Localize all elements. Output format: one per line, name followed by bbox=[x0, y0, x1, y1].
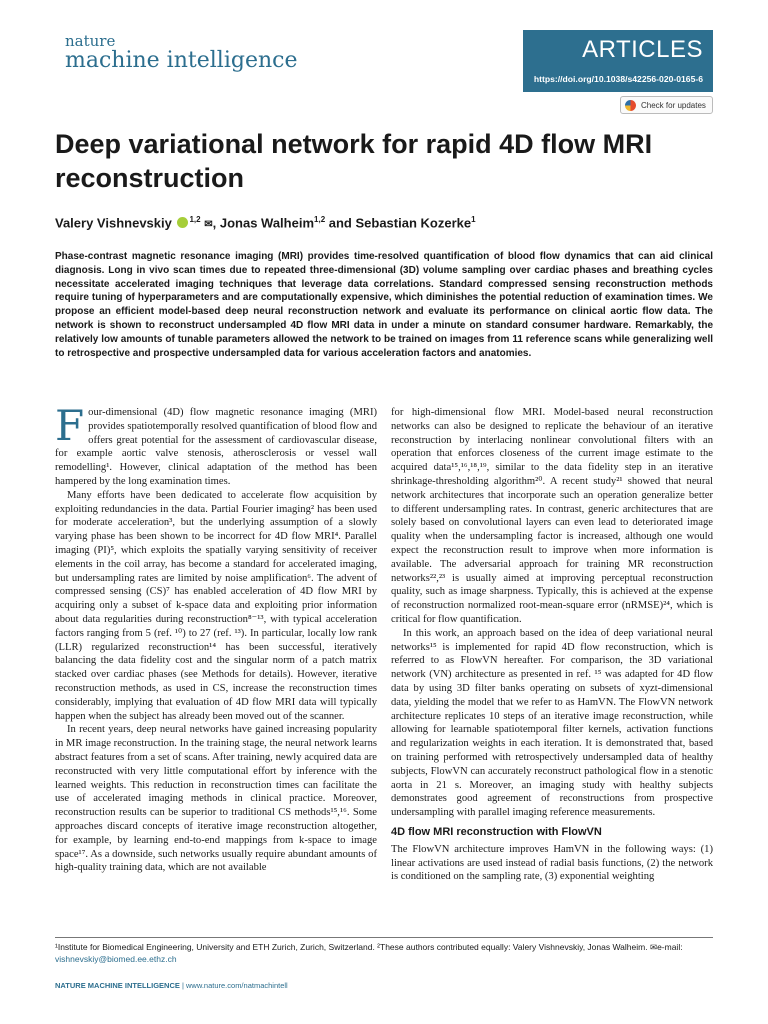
journal-logo-line1: nature bbox=[65, 32, 116, 50]
author-separator: and bbox=[325, 215, 356, 231]
check-updates-label: Check for updates bbox=[641, 100, 706, 110]
body-paragraph: In recent years, deep neural networks have gained increasing popularity in MR image reconstruction. In the training stage, the neural network learns abstract features from a set of scans. After training, newly acquired data are reconstructed with very little computational effort by inference with the learned weights. This reduction in reconstruction times can facilitate the use of accelerated imaging methods in clinical practice. Moreover, reconstruction results can be superior to traditional CS methods¹⁵,¹⁶. Some approaches discard concepts of iterative image reconstruction altogether, for example, by learning end-to-end mappings from k-space to image space¹⁷. As a downside, such networks usually require abundant amounts of high-quality training data, which are not available bbox=[55, 724, 377, 874]
body-paragraph bbox=[55, 401, 377, 489]
body-paragraph: The FlowVN architecture improves HamVN in the following ways: (1) linear activations are used instead of radial basis functions, (2) the network is conditioned on the sampling rate, (3) exponential weighting bbox=[391, 843, 713, 883]
mail-icon[interactable]: ✉ bbox=[204, 219, 213, 231]
journal-header bbox=[55, 22, 713, 88]
crossmark-icon bbox=[625, 100, 636, 111]
body-paragraph: for high-dimensional flow MRI. Model-based neural reconstruction networks can also be designed to replicate the behaviour of an iterative reconstruction by interlacing nonlinear convolutional filters with an operation that enforces closeness of the current image estimate to the acquired data¹⁵,¹⁶,¹⁸,¹⁹, similar to the data fidelity step in an iterative shrinkage-thresholding algorithm²⁰. A recent study²¹ showed that neural network architectures that incorporate such an operation generalize better to different undersampling rates. In contrast, generic architectures that are solely based on convolutional layers can even lead to deteriorated image quality when the undersampling factor is increased, although one would expect the reconstruction result to improve when more information is available. The adversarial approach for training MR reconstruction networks²²,²³ is usually aimed at improving perceptual reconstruction quality, such as image sharpness. Typically, this is achieved at the expense of reconstruction normalized root-mean-square error (nRMSE)²⁴, which is critical for flow quantification. bbox=[391, 407, 713, 625]
section-banner bbox=[523, 30, 713, 92]
author-affiliation: 1,2 bbox=[189, 215, 201, 224]
body-paragraph: In this work, an approach based on the idea of deep variational neural networks¹⁵ is implemented for rapid 4D flow reconstruction, which is referred to as FlowVN hereafter. For comparison, the 3D variational network (VN) architecture as presented in ref. ¹⁵ was adapted for 4D flow data by using 3D filter banks operating on subsets of xyzt-dimensional data, yielding the model that we refer to as HamVN. The FlowVN network architecture replicates 10 steps of an iterative image reconstruction, while allowing for learnable spatiotemporal filter kernels, activation functions and regularization weights in each iteration. It is demonstrated that, based on training performed with retrospectively undersampled data of healthy subjects, FlowVN can accurately reconstruct pathological flow in a stenotic aorta in 21 s. Moreover, an imaging study with healthy subjects demonstrates good agreement of reconstructions from prospective undersampling with parallel imaging reference measurements. bbox=[391, 627, 713, 819]
footer-journal: NATURE MACHINE INTELLIGENCE bbox=[55, 981, 180, 990]
author-affiliation: 1,2 bbox=[314, 215, 326, 224]
section-label: ARTICLES bbox=[582, 36, 703, 63]
dropcap: F bbox=[55, 401, 85, 450]
check-updates-button[interactable] bbox=[620, 96, 713, 114]
journal-logo-line2: machine intelligence bbox=[65, 48, 298, 73]
author-name[interactable]: Valery Vishnevskiy bbox=[55, 215, 172, 231]
footer-separator: | bbox=[179, 981, 186, 990]
author-affiliation: 1 bbox=[471, 215, 476, 224]
article-title: Deep variational network for rapid 4D flow MRI reconstruction bbox=[55, 129, 653, 193]
journal-logo[interactable] bbox=[65, 34, 297, 72]
author-list bbox=[55, 215, 715, 230]
author-name[interactable]: Sebastian Kozerke bbox=[355, 215, 472, 231]
affiliations-footnote bbox=[55, 941, 713, 965]
body-text: our-dimensional (4D) flow magnetic resonance imaging (MRI) provides spatiotemporally resolved quantification of blood flow and offers great potential for the assessment of cardiovascular disease, for example aortic valve stenosis, atherosclerosis or vessel wall remodelling¹. However, clinical adaptation of the method has been hampered by the long examination times. bbox=[55, 407, 377, 487]
body-column-right bbox=[391, 406, 713, 884]
abstract: Phase-contrast magnetic resonance imaging (MRI) provides time-resolved quantification of blood flow dynamics that can aid clinical diagnosis. Long in vivo scan times due to repeated three-dimensional (3D) volume sampling over cardiac phases and breathing cycles necessitate accelerated imaging techniques that leverage data correlations. Standard compressed sensing reconstruction methods require tuning of hyperparameters and are computationally expensive, which diminishes the potential reduction of examination times. We propose an efficient model-based deep neural reconstruction network and evaluate its performance on clinical aortic flow data. The network is shown to reconstruct undersampled 4D flow MRI data in under a minute on standard consumer hardware. Remarkably, the relatively low amounts of tunable parameters allowed the network to be trained on images from 11 reference scans while generalizing well to retrospective and prospective undersampled data for various acceleration factors and anatomies. bbox=[55, 251, 713, 359]
footer-url[interactable]: www.nature.com/natmachintell bbox=[186, 981, 288, 990]
author-name[interactable]: Jonas Walheim bbox=[219, 215, 315, 231]
body-paragraph: Many efforts have been dedicated to accelerate flow acquisition by exploiting redundancies in the data. Partial Fourier imaging² has been used for moderate acceleration³, but the underlying assumption of a slowly varying phase has been shown to be incorrect for 4D flow MRI⁴. Parallel imaging (PI)⁵, which exploits the spatially varying sensitivity of receiver elements in the coil array, has become a standard for accelerated imaging, but undersampling rates are limited by noise amplification⁶. The advent of compressed sensing (CS)⁷ has enabled acceleration of 4D flow MRI by acquiring only a subset of k-space data and exploiting prior information about data regularities during reconstruction⁸⁻¹³, with typical acceleration factors ranging from 5 (ref. ¹⁰) to 27 (ref. ¹³). In particular, locally low rank (LLR) regularized reconstruction¹⁴ has been successful, iteratively balancing the data fidelity cost and the singular norm of a patch matrix stacked over cardiac phases (see Methods for details). However, iterative reconstruction methods, as used in CS, increase the reconstruction times considerably, implying that evaluation of 4D flow MRI data will typically happen when the subject has already been moved out of the scanner. bbox=[55, 489, 377, 722]
doi-link[interactable]: https://doi.org/10.1038/s42256-020-0165-6 bbox=[533, 74, 703, 84]
email-link[interactable]: vishnevskiy@biomed.ee.ethz.ch bbox=[55, 954, 177, 964]
orcid-icon[interactable] bbox=[177, 217, 188, 228]
body-column-left bbox=[55, 401, 377, 875]
author-separator: , bbox=[212, 215, 220, 231]
section-heading: 4D flow MRI reconstruction with FlowVN bbox=[391, 825, 602, 838]
footnote-divider bbox=[55, 937, 713, 938]
page-footer bbox=[55, 981, 713, 990]
footnote-text: ¹Institute for Biomedical Engineering, University and ETH Zurich, Zurich, Switzerland. ²These authors contributed equally: Valery Vishnevskiy, Jonas Walheim. ✉e-mail: bbox=[55, 942, 683, 952]
